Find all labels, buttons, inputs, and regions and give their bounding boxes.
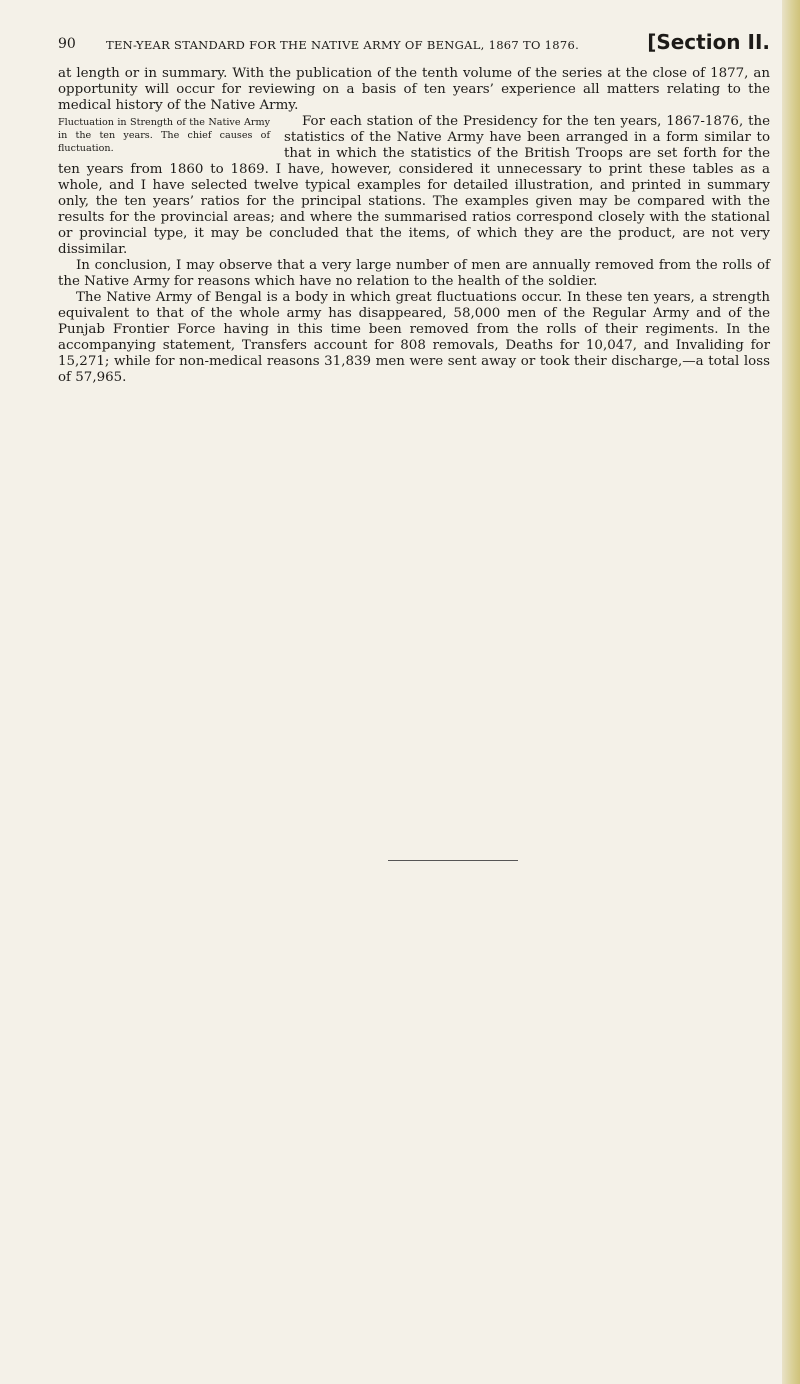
section-label: [Section II. (647, 30, 770, 54)
paragraph-1: at length or in summary. With the publication of the tenth volume of the series at the close of 1877, an opportunity will occur for reviewing on a basis of ten years’ experience all matters relating to the medical history of the Native Army. (58, 66, 770, 113)
page-number: 90 (58, 36, 76, 52)
margin-note: Fluctuation in Strength of the Native Army in the ten years. The chief causes of fluctuation. (58, 117, 270, 154)
page-edge (782, 0, 800, 1384)
running-title: TEN-YEAR STANDARD FOR THE NATIVE ARMY OF BENGAL, 1867 TO 1876. (106, 38, 580, 52)
paragraph-2 (58, 114, 770, 258)
page-header (58, 30, 770, 56)
paragraph-3: In conclusion, I may observe that a very large number of men are annually removed from the rolls of the Native Army for reasons which have no relation to the health of the soldier. (58, 258, 770, 289)
paragraph-4: The Native Army of Bengal is a body in which great fluctuations occur. In these ten years, a strength equivalent to that of the whole army has disappeared, 58,000 men of the Regular Army and of the Punjab Frontier Force having in this time been removed from the rolls of their regiments. In the accompanying statement, Transfers account for 808 removals, Deaths for 10,047, and Invaliding for 15,271; while for non-medical reasons 31,839 men were sent away or took their discharge,—a total loss of 57,965. (58, 290, 770, 385)
body-text (58, 66, 770, 386)
divider-rule (388, 860, 518, 861)
paragraph-2-text: For each station of the Presidency for the ten years, 1867-1876, the statistics of the Native Army have been arranged in a form similar to that in which the statistics of the British Troops are set forth for the ten years from 1860 to 1869. I have, however, considered it unnecessary to print these tables as a whole, and I have selected twelve typical examples for detailed illustration, and printed in summary only, the ten years’ ratios for the principal stations. The examples given may be compared with the results for the provincial areas; and where the summarised ratios correspond closely with the stational or provincial type, it may be concluded that the items, of which they are the product, are not very dissimilar. (58, 114, 770, 257)
